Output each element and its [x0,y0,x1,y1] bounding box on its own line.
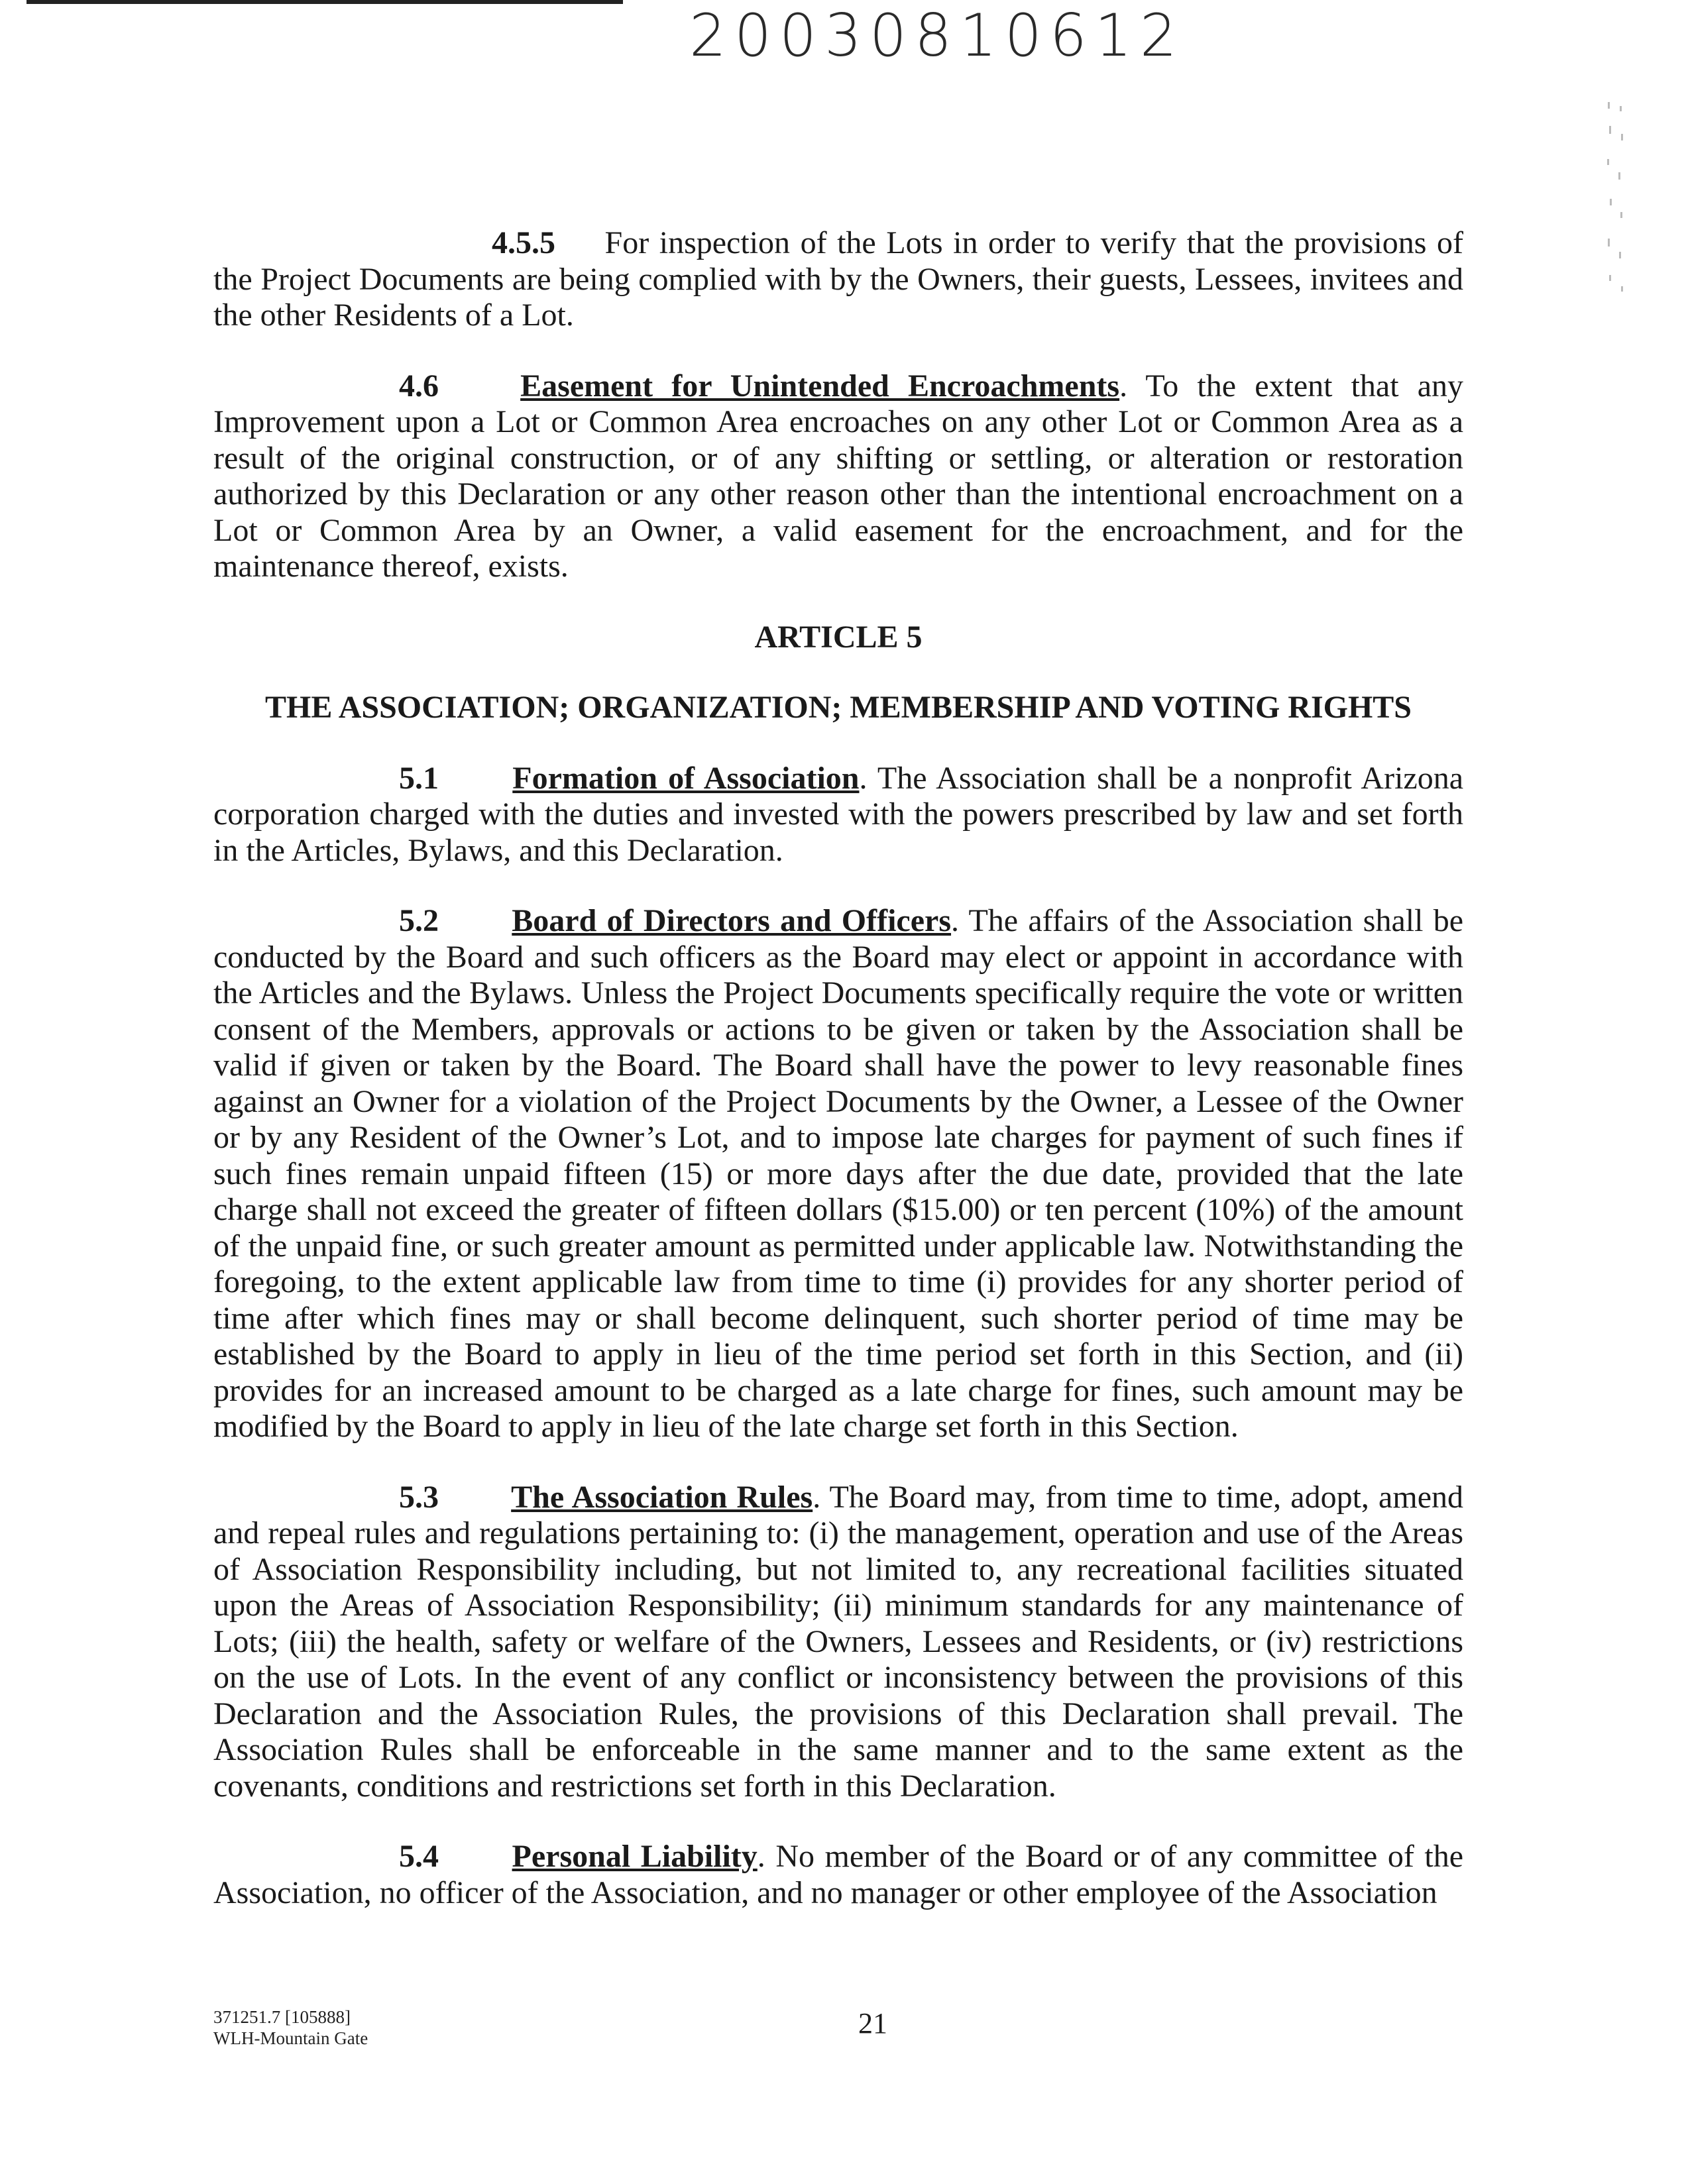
article-label: ARTICLE 5 [754,619,923,655]
section-5-2: 5.2 Board of Directors and Officers. The affairs of the Association shall be conducted by the Board and such officers as the Board may elect or appoint in accordance with the Articles and the Bylaws. Unless the Project Documents specifically require the vote or written consent of the Members, approvals or actions to be given or taken by the Association shall be valid if given or taken by the Board. The Board shall have the power to levy reasonable fines against an Owner for a violation of the Project Documents by the Owner, a Lessee of the Owner or by any Resident of the Owner’s Lot, and to impose late charges for payment of such fines if such fines remain unpaid fifteen (15) or more days after the due date, provided that the late charge shall not exceed the greater of fifteen dollars ($15.00) or ten percent (10%) of the amount of the unpaid fine, or such greater amount as permitted under applicable law. Notwithstanding the foregoing, to the extent applicable law from time to time (i) provides for any shorter period of time after which fines may or shall become delinquent, such shorter period of time may be established by the Board to apply in lieu of the time period set forth in this Section, and (ii) provides for an increased amount to be charged as a late charge for fines, such amount may be modified by the Board to apply in lieu of the late charge set forth in this Section. [213,903,1464,1444]
section-text: To the extent that any Improvement upon a Lot or Common Area encroaches on any other Lot or Common Area as a result of the original construction, or of any shifting or settling, or alteration or restoration authorized by this Declaration or any other reason other than the intentional encroachment on a Lot or Common Area by an Owner, a valid easement for the encroachment, and for the maintenance thereof, exists. [213,368,1463,584]
section-number: 5.3 [399,1479,439,1515]
paragraph-text: For inspection of the Lots in order to verify that the provisions of the Project Documents are being complied with by the Owners, their guests, Lessees, invitees and the other Residents of a Lot. [213,225,1464,333]
section-number: 5.1 [399,760,439,796]
scan-artifact [1604,99,1630,298]
section-number: 5.4 [399,1839,439,1874]
section-text: The affairs of the Association shall be conducted by the Board and such officers as the Board may elect or appoint in accordance with the Articles and the Bylaws. Unless the Project Documents specifically require the vote or written consent of the Members, approvals or actions to be given or taken by the Association shall be valid if given or taken by the Board. The Board shall have the power to levy reasonable fines against an Owner for a violation of the Project Documents by the Owner, a Lessee of the Owner or by any Resident of the Owner’s Lot, and to impose late charges for payment of such fines if such fines remain unpaid fifteen (15) or more days after the due date, provided that the late charge shall not exceed the greater of fifteen dollars ($15.00) or ten percent (10%) of the amount of the unpaid fine, or such greater amount as permitted under applicable law. Notwithstanding the foregoing, to the extent applicable law from time to time (i) provides for any shorter period of time after which fines may or shall become delinquent, such shorter period of time may be established by the Board to apply in lieu of the time period set forth in this Section, and (ii) provides for an increased amount to be charged as a late charge for fines, such amount may be modified by the Board to apply in lieu of the late charge set forth in this Section. [213,903,1464,1444]
section-number: 5.2 [399,903,439,938]
section-heading: Formation of Association [512,760,860,796]
recording-number: 20030810612 [689,1,1185,70]
section-text: The Association shall be a nonprofit Arizona corporation charged with the duties and invested with the powers prescribed by law and set forth in the Articles, Bylaws, and this Declaration. [213,760,1464,868]
footer-doc-number: 371251.7 [105888] [213,2007,351,2027]
section-5-3: 5.3 The Association Rules. The Board may, from time to time, adopt, amend and repeal rules and regulations pertaining to: (i) the management, operation and use of the Areas of Association Responsibility including, but not limited to, any recreational facilities situated upon the Areas of Association Responsibility; (ii) minimum standards for any maintenance of Lots; (iii) the health, safety or welfare of the Owners, Lessees and Residents, or (iv) restrictions on the use of Lots. In the event of any conflict or inconsistency between the provisions of this Declaration and the Association Rules, the provisions of this Declaration shall prevail. The Association Rules shall be enforceable in the same manner and to the same extent as the covenants, conditions and restrictions set forth in this Declaration. [213,1479,1463,1804]
top-rule [27,0,623,4]
paragraph-4-5-5 [213,225,1463,334]
article-title: THE ASSOCIATION; ORGANIZATION; MEMBERSHIP AND VOTING RIGHTS [264,690,1412,725]
section-heading: Board of Directors and Officers [512,903,952,938]
section-text: The Board may, from time to time, adopt, amend and repeal rules and regulations pertaining to: (i) the management, operation and use of the Areas of Association Responsibility including, but not limited to, any recreational facilities situated upon the Areas of Association Responsibility; (ii) minimum standards for any maintenance of Lots; (iii) the health, safety or welfare of the Owners, Lessees and Residents, or (iv) restrictions on the use of Lots. In the event of any conflict or inconsistency between the provisions of this Declaration and the Association Rules, the provisions of this Declaration shall prevail. The Association Rules shall be enforceable in the same manner and to the same extent as the covenants, conditions and restrictions set forth in this Declaration. [213,1479,1463,1804]
section-5-1: 5.1 Formation of Association. The Association shall be a nonprofit Arizona corporation charged with the duties and invested with the powers prescribed by law and set forth in the Articles, Bylaws, and this Declaration. [213,760,1464,868]
section-heading: The Association Rules [511,1479,813,1515]
section-text: No member of the Board or of any committee of the Association, no officer of the Association, and no manager or other employee of the Association [213,1839,1464,1910]
footer-project-name: WLH-Mountain Gate [213,2028,368,2048]
section-5-4: 5.4 Personal Liability. No member of the Board or of any committee of the Association, no officer of the Association, and no manager or other employee of the Association [213,1839,1464,1910]
page-number: 21 [858,2007,887,2040]
document-body [213,225,1463,1911]
paragraph-number: 4.5.5 [492,225,555,260]
section-heading: Easement for Unintended Encroachments [520,368,1120,404]
section-4-6: 4.6 Easement for Unintended Encroachments. To the extent that any Improvement upon a Lot or Common Area encroaches on any other Lot or Common Area as a result of the original construction, or of any shifting or settling, or alteration or restoration authorized by this Declaration or any other reason other than the intentional encroachment on a Lot or Common Area by an Owner, a valid easement for the encroachment, and for the maintenance thereof, exists. [213,368,1463,584]
section-number: 4.6 [399,368,439,404]
section-heading: Personal Liability [512,1839,758,1874]
